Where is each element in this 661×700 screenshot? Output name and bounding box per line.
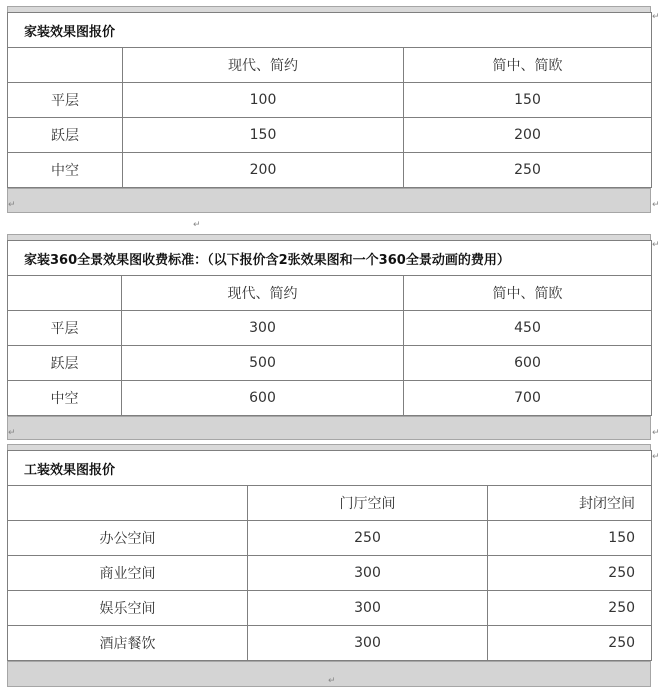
return-mark-icon: ↵ <box>652 12 660 22</box>
return-mark-icon: ↵ <box>652 428 660 438</box>
price-cell: 150 <box>488 521 652 556</box>
price-cell: 200 <box>404 118 652 153</box>
row-label: 办公空间 <box>8 521 248 556</box>
price-table-block-1 <box>7 6 651 213</box>
price-table <box>7 12 652 188</box>
header-cell: 简中、简欧 <box>404 276 652 311</box>
table-row <box>8 153 652 188</box>
table-row <box>8 556 652 591</box>
price-cell: 300 <box>248 556 488 591</box>
price-cell: 600 <box>404 346 652 381</box>
row-label: 跃层 <box>8 346 122 381</box>
table-title: 家装360全景效果图收费标准：（以下报价含2张效果图和一个360全景动画的费用） <box>8 241 652 276</box>
row-label: 平层 <box>8 311 122 346</box>
price-cell: 450 <box>404 311 652 346</box>
return-mark-icon: ↵ <box>328 676 336 686</box>
header-cell: 现代、简约 <box>122 276 404 311</box>
price-cell: 500 <box>122 346 404 381</box>
row-label: 中空 <box>8 381 122 416</box>
price-cell: 150 <box>404 83 652 118</box>
table-row <box>8 591 652 626</box>
header-cell: 门厅空间 <box>248 486 488 521</box>
price-cell: 300 <box>248 591 488 626</box>
return-mark-icon: ↵ <box>8 200 16 210</box>
row-label: 跃层 <box>8 118 123 153</box>
header-cell <box>8 48 123 83</box>
price-cell: 600 <box>122 381 404 416</box>
row-label: 中空 <box>8 153 123 188</box>
table-bottom-bar <box>7 416 651 440</box>
return-mark-icon: ↵ <box>652 200 660 210</box>
table-row <box>8 346 652 381</box>
price-cell: 150 <box>123 118 404 153</box>
price-table <box>7 240 652 416</box>
header-cell <box>8 486 248 521</box>
price-table <box>7 450 652 661</box>
row-label: 娱乐空间 <box>8 591 248 626</box>
row-label: 商业空间 <box>8 556 248 591</box>
table-row <box>8 381 652 416</box>
table-bottom-bar <box>7 188 651 213</box>
row-label: 平层 <box>8 83 123 118</box>
price-cell: 250 <box>248 521 488 556</box>
return-mark-icon: ↵ <box>8 428 16 438</box>
return-mark-icon: ↵ <box>652 452 660 462</box>
price-cell: 700 <box>404 381 652 416</box>
price-cell: 100 <box>123 83 404 118</box>
price-cell: 250 <box>488 626 652 661</box>
price-cell: 250 <box>488 556 652 591</box>
price-cell: 300 <box>248 626 488 661</box>
price-cell: 250 <box>488 591 652 626</box>
price-cell: 250 <box>404 153 652 188</box>
price-cell: 300 <box>122 311 404 346</box>
return-mark-icon: ↵ <box>652 240 660 250</box>
header-cell <box>8 276 122 311</box>
row-label: 酒店餐饮 <box>8 626 248 661</box>
header-cell: 现代、简约 <box>123 48 404 83</box>
table-title: 家装效果图报价 <box>8 13 652 48</box>
header-cell: 简中、简欧 <box>404 48 652 83</box>
table-row <box>8 118 652 153</box>
table-row <box>8 626 652 661</box>
price-table-block-2 <box>7 234 651 440</box>
return-mark-icon: ↵ <box>193 220 201 230</box>
table-title: 工装效果图报价 <box>8 451 652 486</box>
table-row <box>8 521 652 556</box>
table-row <box>8 83 652 118</box>
table-row <box>8 311 652 346</box>
price-cell: 200 <box>123 153 404 188</box>
header-cell: 封闭空间 <box>488 486 652 521</box>
price-table-block-3 <box>7 444 651 687</box>
